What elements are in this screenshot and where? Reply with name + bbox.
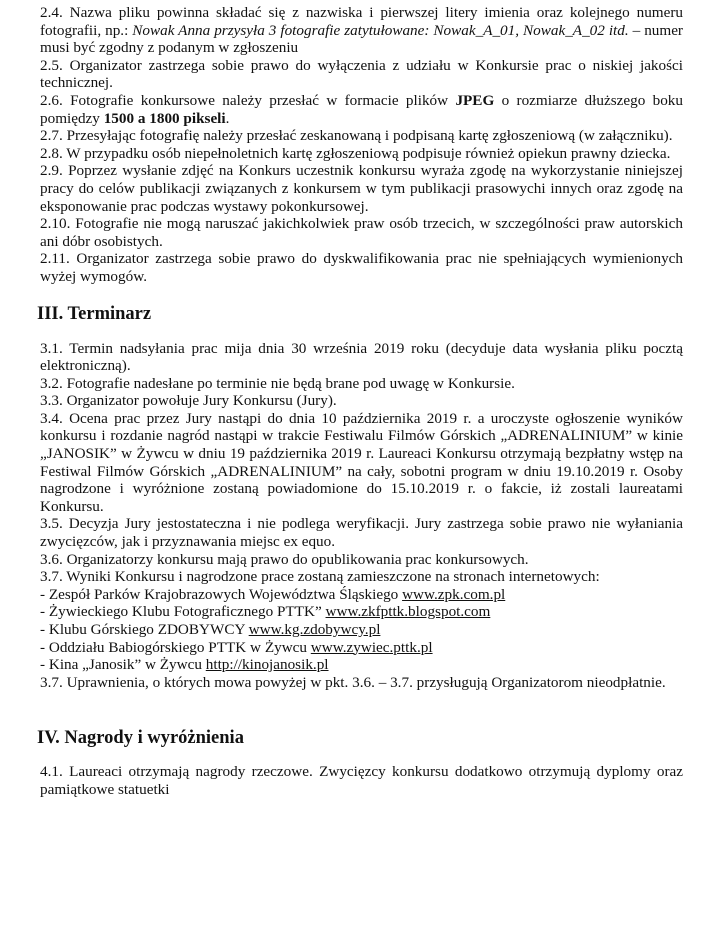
website-owner: - Kina „Janosik” w Żywcu [40, 656, 206, 674]
paragraph-3-1: 3.1. Termin nadsyłania prac mija dnia 30 września 2019 roku (decyduje data wysłania pliku pocztą elektroniczną). [40, 339, 683, 375]
paragraph-2-7: 2.7. Przesyłając fotografię należy przesłać zeskanowaną i podpisaną kartę zgłoszeniową (w załączniku). [40, 127, 673, 145]
section-heading-nagrody: IV. Nagrody i wyróżnienia [37, 728, 244, 749]
paragraph-3-2: 3.2. Fotografie nadesłane po terminie nie będą brane pod uwagę w Konkursie. [40, 374, 515, 392]
website-item-zdobywcy [40, 621, 683, 639]
website-item-zpk [40, 586, 683, 604]
link-zdobywcy[interactable]: www.kg.zdobywcy.pl [248, 621, 381, 638]
paragraph-2-9: 2.9. Poprzez wysłanie zdjęć na Konkurs uczestnik konkursu wyraża zgodę na wykorzystanie niniejszej pracy do celów publikacji związanych z konkursem w tym publikacji prasowychi innych oraz zgodę na eksponowanie prac podczas wystawy pokonkursowej. [40, 162, 683, 215]
pixel-size-range: 1500 a 1800 pikseli [103, 109, 226, 127]
paragraph-4-1: 4.1. Laureaci otrzymają nagrody rzeczowe. Zwycięzcy konkursu dodatkowo otrzymują dyplomy oraz pamiątkowe statuetki [40, 763, 683, 798]
section-heading-terminarz: III. Terminarz [37, 303, 152, 324]
paragraph-3-6: 3.6. Organizatorzy konkursu mają prawo do opublikowania prac konkursowych. [40, 550, 529, 568]
paragraph-2-6 [40, 92, 683, 127]
website-item-zkfpttk [40, 603, 683, 621]
paragraph-text: – numer musi być zgodny z podanym w zgłoszeniu [40, 21, 683, 57]
website-item-pttk-zywiec [40, 639, 683, 657]
website-owner: - Zespół Parków Krajobrazowych Województwa Śląskiego [40, 585, 403, 603]
website-item-kino-janosik [40, 656, 683, 674]
file-format: JPEG [455, 91, 495, 109]
paragraph-2-4 [40, 4, 683, 57]
website-owner: - Klubu Górskiego ZDOBYWCY [40, 621, 249, 638]
link-zpk[interactable]: www.zpk.com.pl [402, 585, 506, 603]
website-owner: - Oddziału Babiogórskiego PTTK w Żywcu [40, 638, 311, 656]
website-list [40, 586, 683, 674]
paragraph-text: o rozmiarze dłuższego boku pomiędzy [40, 91, 683, 127]
paragraph-2-11: 2.11. Organizator zastrzega sobie prawo do dyskwalifikowania prac nie spełniających wymienionych wyżej wymogów. [40, 250, 683, 285]
paragraph-2-8: 2.8. W przypadku osób niepełnoletnich kartę zgłoszeniową podpisuje również opiekun prawny dziecka. [40, 144, 671, 162]
filename-example: Nowak Anna przysyła 3 fotografie zatytułowane: Nowak_A_01, Nowak_A_02 itd. [132, 21, 629, 39]
paragraph-text: . [225, 109, 230, 127]
paragraph-3-4: 3.4. Ocena prac przez Jury nastąpi do dnia 10 października 2019 r. a uroczyste ogłoszenie wyników konkursu i rozdanie nagród nastąpi w trakcie Festiwalu Filmów Górskich „ADRENALINIUM” w kinie „JANOSIK” w Żywcu w dniu 19 października 2019 r. Laureaci Konkursu otrzymają bezpłatny wstęp na Festiwal Filmów Górskich „ADRENALINIUM” na cały, sobotni program w dniu 19.10.2019 r. Osoby nagrodzone i wyróżnione zostaną powiadomione do 15.10.2019 r. o fakcie, iż zostali laureatami Konkursu. [40, 409, 683, 515]
paragraph-2-10: 2.10. Fotografie nie mogą naruszać jakichkolwiek praw osób trzecich, w szczególności praw autorskich ani dóbr osobistych. [40, 215, 683, 250]
paragraph-3-7b: 3.7. Uprawnienia, o których mowa powyżej w pkt. 3.6. – 3.7. przysługują Organizatorom nieodpłatnie. [40, 673, 666, 691]
link-pttk-zywiec[interactable]: www.zywiec.pttk.pl [310, 638, 433, 656]
paragraph-2-5: 2.5. Organizator zastrzega sobie prawo do wyłączenia z udziału w Konkursie prac o niskiej jakości technicznej. [40, 56, 683, 92]
paragraph-3-5: 3.5. Decyzja Jury jestostateczna i nie podlega weryfikacji. Jury zastrzega sobie prawo nie wyłaniania zwycięzców, jak i przyznawania miejsc ex equo. [40, 515, 683, 551]
link-kino-janosik[interactable]: http://kinojanosik.pl [205, 656, 329, 674]
website-owner: - Żywieckiego Klubu Fotograficznego PTTK” [40, 603, 326, 621]
paragraph-3-3: 3.3. Organizator powołuje Jury Konkursu (Jury). [40, 392, 337, 410]
link-zkfpttk[interactable]: www.zkfpttk.blogspot.com [325, 603, 491, 621]
paragraph-3-7: 3.7. Wyniki Konkursu i nagrodzone prace zostaną zamieszczone na stronach internetowych: [40, 568, 600, 586]
paragraph-text: 2.4. Nazwa pliku powinna składać się z nazwiska i pierwszej litery imienia oraz kolejnego numeru fotografii, np.: [40, 4, 683, 39]
paragraph-text: 2.6. Fotografie konkursowe należy przesłać w formacie plików [40, 91, 456, 109]
document-page [37, 4, 683, 799]
